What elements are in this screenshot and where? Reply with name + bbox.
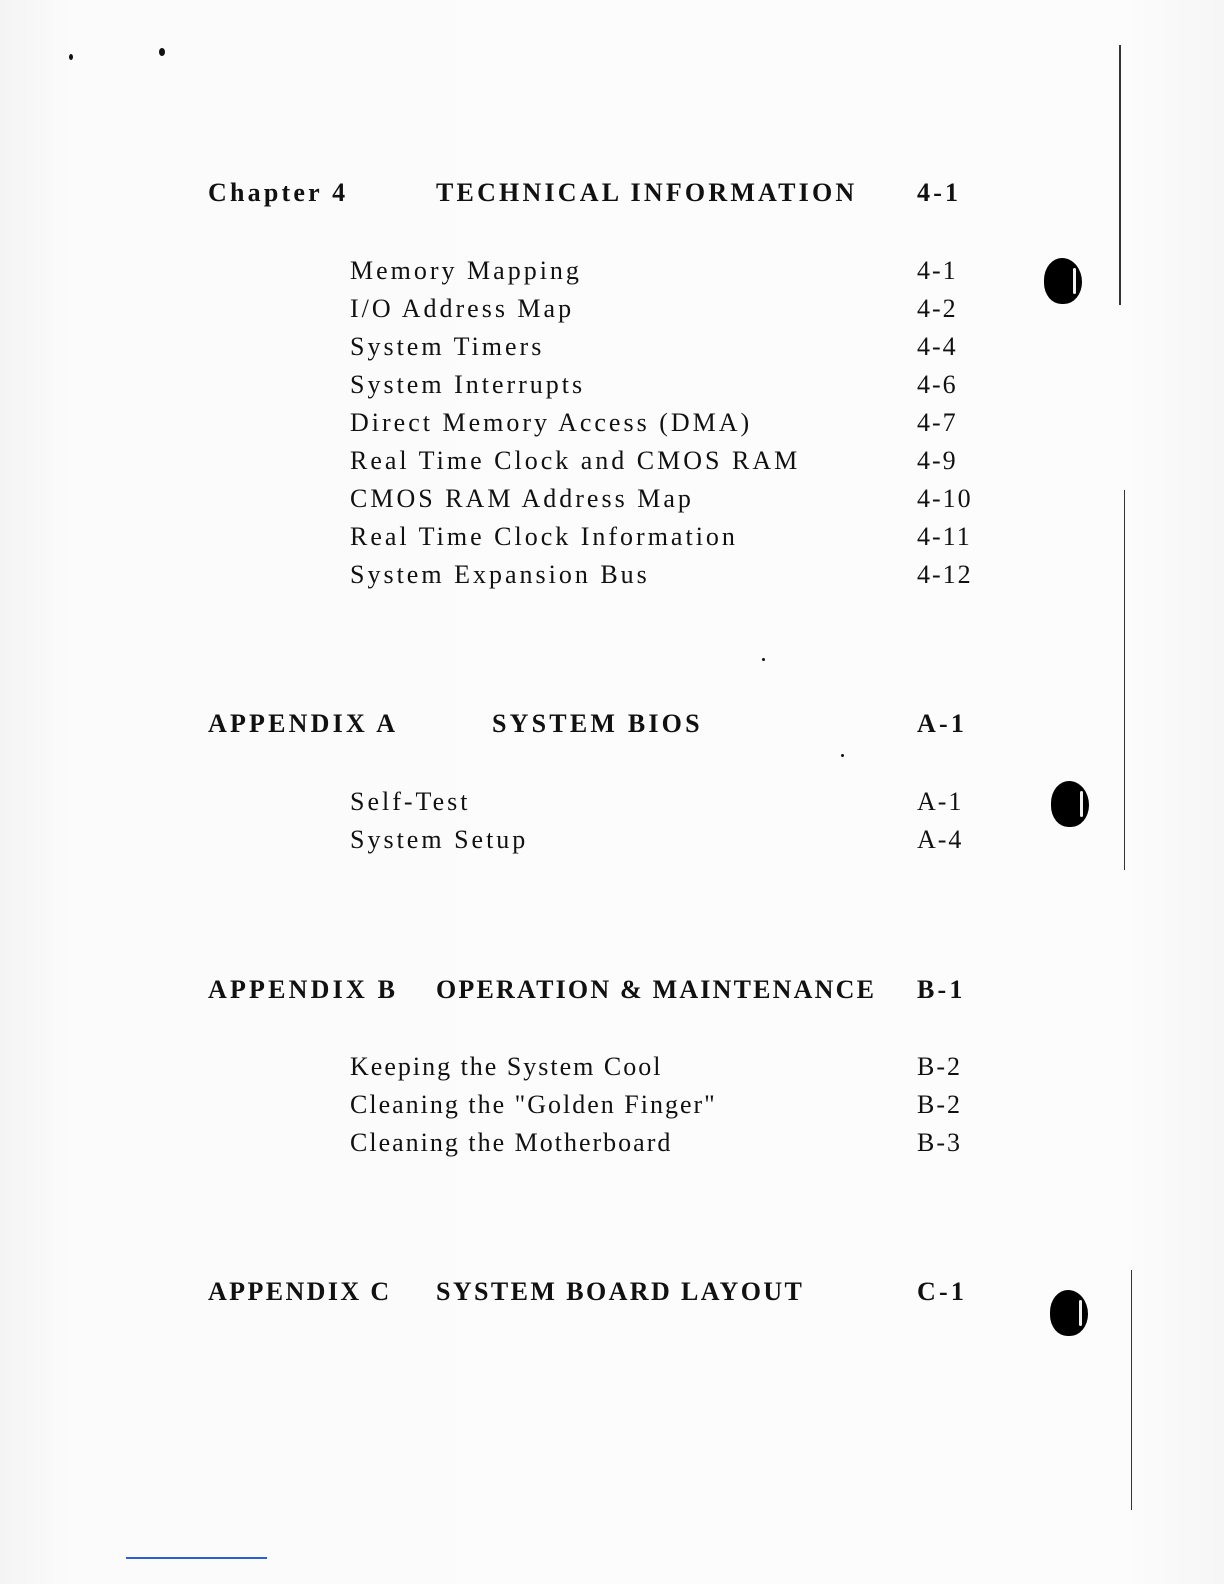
section-label: APPENDIX B (208, 975, 399, 1004)
section-label: APPENDIX A (208, 709, 399, 738)
scan-edge-line (1119, 45, 1121, 305)
toc-entry-page: 4-11 (917, 522, 972, 551)
toc-entry-title: Cleaning the "Golden Finger" (350, 1090, 717, 1119)
toc-entry-title: CMOS RAM Address Map (350, 484, 694, 513)
toc-entry (0, 1052, 1224, 1088)
toc-entry-title: I/O Address Map (350, 294, 575, 323)
toc-entry (0, 522, 1224, 558)
section-title: SYSTEM BIOS (492, 709, 703, 738)
section-page: C-1 (917, 1277, 968, 1306)
toc-entry-title: Direct Memory Access (DMA) (350, 408, 753, 437)
toc-entry-page: 4-9 (917, 446, 958, 475)
toc-entry-title: Real Time Clock Information (350, 522, 738, 551)
toc-entry (0, 560, 1224, 596)
binder-hole (1050, 1290, 1088, 1336)
toc-entry-title: Cleaning the Motherboard (350, 1128, 673, 1157)
toc-entry (0, 256, 1224, 292)
scan-artifact-line (126, 1557, 267, 1559)
toc-entry (0, 1090, 1224, 1126)
toc-entry (0, 1128, 1224, 1164)
scan-speck (159, 48, 165, 56)
section-page: A-1 (917, 709, 968, 738)
toc-entry (0, 408, 1224, 444)
toc-entry (0, 294, 1224, 330)
scan-edge-line (1124, 490, 1125, 870)
toc-entry (0, 446, 1224, 482)
toc-entry (0, 370, 1224, 406)
scan-speck (69, 54, 73, 60)
toc-entry-page: 4-1 (917, 256, 958, 285)
toc-entry (0, 787, 1224, 823)
toc-entry-page: A-1 (917, 787, 964, 816)
scan-speck (762, 658, 765, 661)
toc-entry (0, 484, 1224, 520)
section-page: 4-1 (917, 178, 962, 207)
section-title: SYSTEM BOARD LAYOUT (436, 1277, 805, 1306)
toc-entry-page: B-3 (917, 1128, 962, 1157)
toc-entry-title: Self-Test (350, 787, 471, 816)
toc-entry-page: 4-6 (917, 370, 958, 399)
toc-entry-page: 4-12 (917, 560, 973, 589)
toc-entry-title: System Expansion Bus (350, 560, 650, 589)
toc-entry-title: Real Time Clock and CMOS RAM (350, 446, 801, 475)
toc-entry (0, 332, 1224, 368)
toc-entry-page: 4-4 (917, 332, 958, 361)
section-title: TECHNICAL INFORMATION (436, 178, 858, 207)
binder-hole (1051, 781, 1089, 827)
section-label: Chapter 4 (208, 178, 349, 207)
toc-entry (0, 825, 1224, 861)
section-title: OPERATION & MAINTENANCE (436, 975, 877, 1004)
section-page: B-1 (917, 975, 966, 1004)
toc-entry-page: B-2 (917, 1052, 962, 1081)
scan-edge-line (1131, 1270, 1132, 1510)
binder-hole (1044, 258, 1082, 304)
toc-entry-page: 4-7 (917, 408, 958, 437)
toc-entry-page: 4-2 (917, 294, 958, 323)
toc-entry-page: B-2 (917, 1090, 962, 1119)
scan-speck (841, 754, 844, 757)
toc-entry-title: System Interrupts (350, 370, 586, 399)
toc-entry-title: System Setup (350, 825, 529, 854)
toc-entry-page: 4-10 (917, 484, 973, 513)
toc-entry-page: A-4 (917, 825, 964, 854)
toc-entry-title: System Timers (350, 332, 545, 361)
section-label: APPENDIX C (208, 1277, 392, 1306)
toc-entry-title: Memory Mapping (350, 256, 582, 285)
toc-entry-title: Keeping the System Cool (350, 1052, 663, 1081)
